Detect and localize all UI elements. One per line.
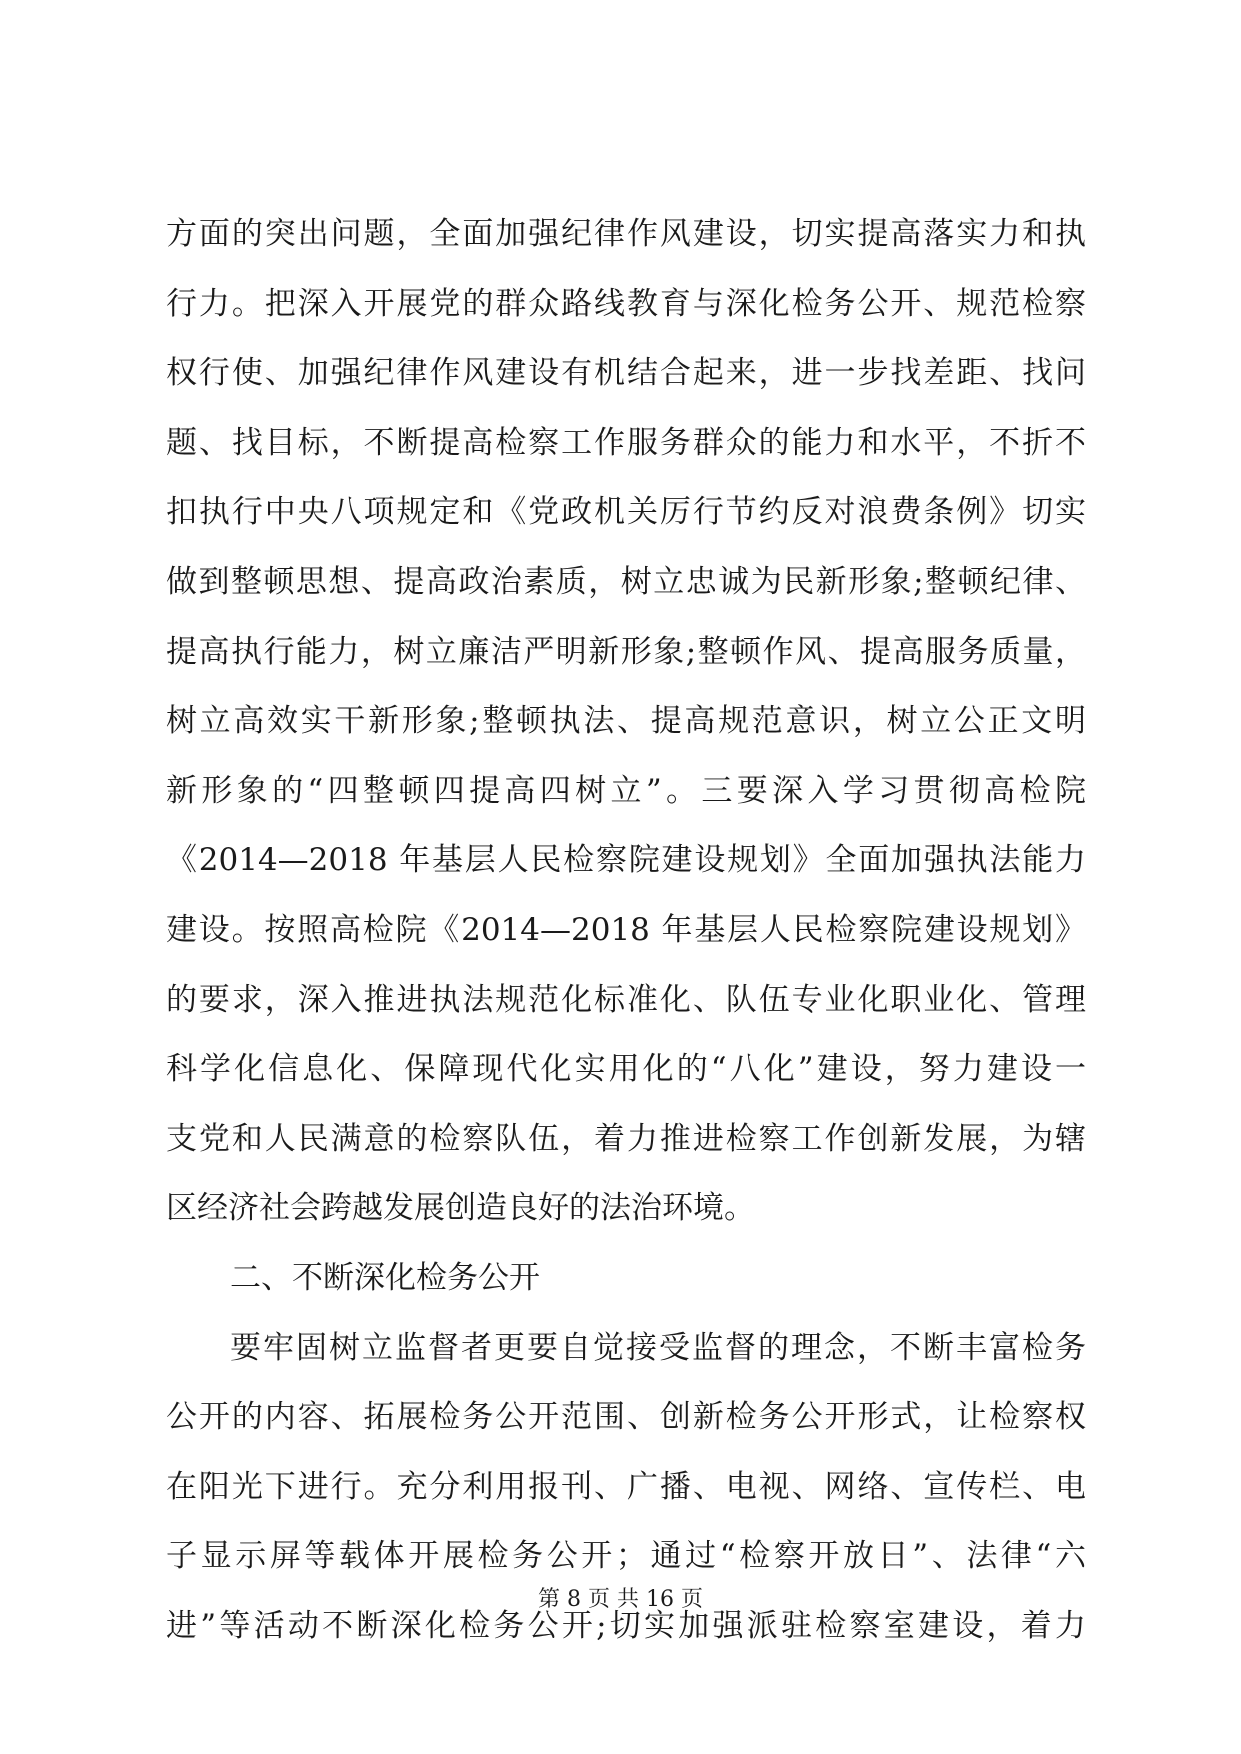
text-line: 新形象的“四整顿四提高四树立”。三要深入学习贯彻高检院	[166, 772, 1086, 809]
page-number-footer: 第 8 页 共 16 页	[538, 1587, 703, 1612]
text-line: 子显示屏等载体开展检务公开；通过“检察开放日”、法律“六	[166, 1538, 1086, 1575]
text-line: 做到整顿思想、提高政治素质，树立忠诚为民新形象;整顿纪律、	[166, 563, 1086, 600]
text-line: 《2014—2018 年基层人民检察院建设规划》全面加强执法能力	[166, 842, 1086, 879]
section-heading: 二、不断深化检务公开	[230, 1259, 540, 1296]
document-body	[166, 200, 1086, 1661]
text-line: 提高执行能力，树立廉洁严明新形象;整顿作风、提高服务质量，	[166, 633, 1086, 670]
text-line: 公开的内容、拓展检务公开范围、创新检务公开形式，让检察权	[166, 1399, 1086, 1436]
text-line: 扣执行中央八项规定和《党政机关厉行节约反对浪费条例》切实	[166, 494, 1086, 531]
text-line: 方面的突出问题，全面加强纪律作风建设，切实提高落实力和执	[166, 216, 1086, 252]
text-line: 题、找目标，不断提高检察工作服务群众的能力和水平，不折不	[166, 424, 1086, 461]
text-line: 科学化信息化、保障现代化实用化的“八化”建设，努力建设一	[166, 1051, 1086, 1088]
text-line: 区经济社会跨越发展创造良好的法治环境。	[166, 1190, 755, 1227]
text-line: 支党和人民满意的检察队伍，着力推进检察工作创新发展，为辖	[166, 1120, 1086, 1157]
text-line: 树立高效实干新形象;整顿执法、提高规范意识，树立公正文明	[166, 703, 1086, 740]
text-line: 的要求，深入推进执法规范化标准化、队伍专业化职业化、管理	[166, 981, 1086, 1018]
text-line: 建设。按照高检院《2014—2018 年基层人民检察院建设规划》	[166, 911, 1086, 948]
text-line: 在阳光下进行。充分利用报刊、广播、电视、网络、宣传栏、电	[166, 1468, 1086, 1505]
paragraph-first-line: 要牢固树立监督者更要自觉接受监督的理念，不断丰富检务	[230, 1329, 1086, 1366]
text-line: 行力。把深入开展党的群众路线教育与深化检务公开、规范检察	[166, 285, 1086, 322]
text-line: 进”等活动不断深化检务公开;切实加强派驻检察室建设，着力	[166, 1607, 1086, 1644]
text-line: 权行使、加强纪律作风建设有机结合起来，进一步找差距、找问	[166, 355, 1086, 392]
